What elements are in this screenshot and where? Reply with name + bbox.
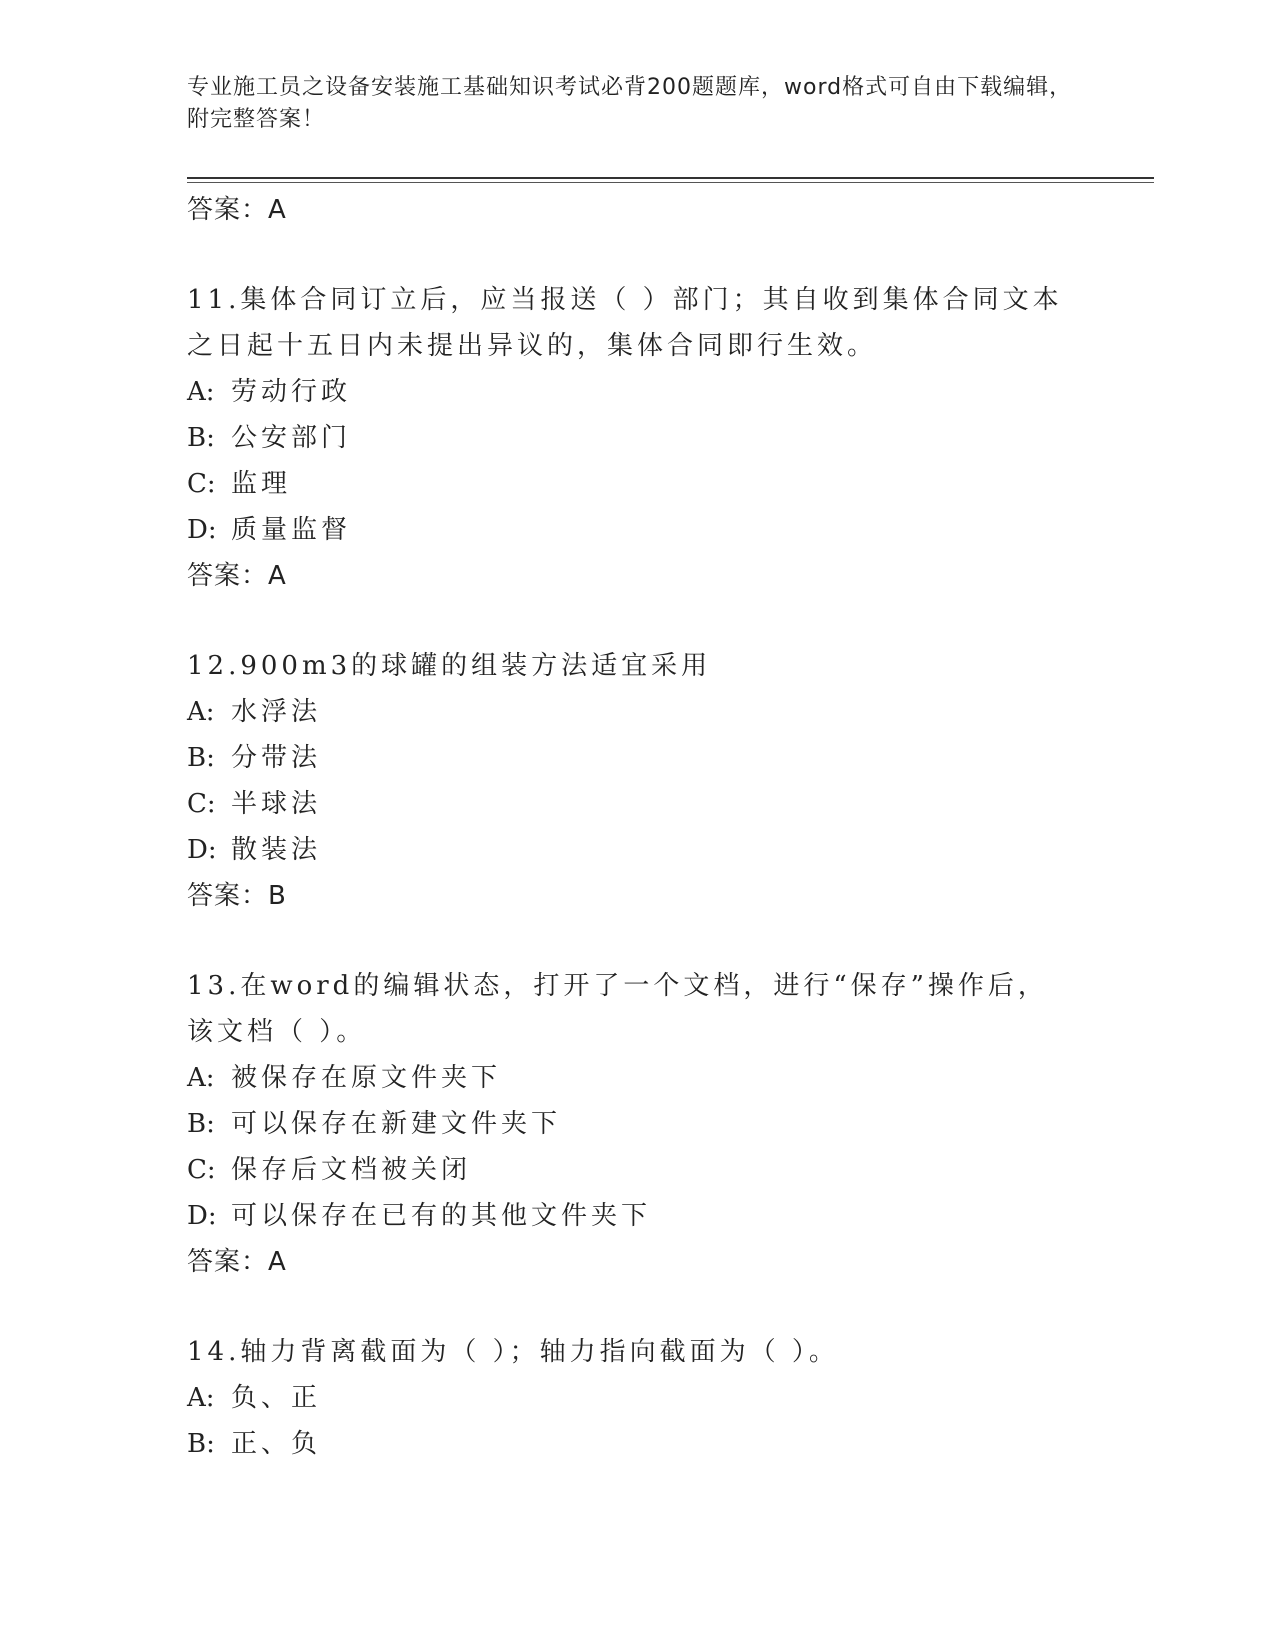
header-rule-thick (187, 177, 1154, 179)
option-text: 分带法 (231, 743, 322, 773)
option-c (187, 1147, 1087, 1193)
option-b (187, 1421, 1087, 1467)
option-letter: D: (187, 1201, 217, 1231)
question-text: 12.900m3的球罐的组装方法适宜采用 (187, 651, 712, 681)
option-text: 质量监督 (231, 515, 352, 545)
option-a (187, 1055, 1087, 1101)
option-letter: A: (187, 697, 215, 727)
question-block (187, 643, 1087, 919)
option-text: 水浮法 (231, 697, 322, 727)
option-letter: B: (187, 1109, 215, 1139)
answer-line: 答案：A (187, 561, 287, 591)
option-letter: B: (187, 423, 215, 453)
answer-line: 答案：A (187, 195, 287, 225)
option-text: 可以保存在新建文件夹下 (231, 1109, 562, 1139)
answer-line: 答案：A (187, 1247, 287, 1277)
option-letter: B: (187, 1429, 215, 1459)
option-letter: D: (187, 835, 217, 865)
option-letter: B: (187, 743, 215, 773)
option-letter: A: (187, 1063, 215, 1093)
question-block (187, 277, 1087, 599)
option-letter: C: (187, 469, 216, 499)
option-d (187, 507, 1087, 553)
option-text: 监理 (231, 469, 292, 499)
question-block (187, 963, 1087, 1285)
option-text: 公安部门 (231, 423, 352, 453)
option-c (187, 781, 1087, 827)
option-text: 可以保存在已有的其他文件夹下 (231, 1201, 652, 1231)
document-header: 专业施工员之设备安装施工基础知识考试必背200题题库，word格式可自由下载编辑，附完整答案！ (187, 75, 1073, 132)
option-text: 半球法 (231, 789, 322, 819)
answer-line: 答案：B (187, 881, 287, 911)
option-letter: A: (187, 377, 215, 407)
option-text: 负、正 (231, 1383, 322, 1413)
question-text: 13.在word的编辑状态，打开了一个文档，进行“保存”操作后，该文档（ ）。 (187, 971, 1048, 1047)
option-letter: C: (187, 1155, 216, 1185)
header-rule-thin (187, 182, 1154, 183)
option-letter: A: (187, 1383, 215, 1413)
question-block (187, 1329, 1087, 1467)
question-text: 14.轴力背离截面为（ ）；轴力指向截面为（ ）。 (187, 1337, 839, 1367)
option-d (187, 1193, 1087, 1239)
option-a (187, 369, 1087, 415)
option-a (187, 1375, 1087, 1421)
option-letter: D: (187, 515, 217, 545)
question-list (187, 187, 1087, 1467)
option-letter: C: (187, 789, 216, 819)
option-a (187, 689, 1087, 735)
question-text: 11.集体合同订立后，应当报送（ ）部门；其自收到集体合同文本之日起十五日内未提出异议的，集体合同即行生效。 (187, 285, 1063, 361)
option-b (187, 735, 1087, 781)
option-text: 被保存在原文件夹下 (231, 1063, 502, 1093)
option-d (187, 827, 1087, 873)
option-text: 正、负 (231, 1429, 322, 1459)
option-text: 劳动行政 (231, 377, 352, 407)
option-text: 保存后文档被关闭 (231, 1155, 472, 1185)
option-c (187, 461, 1087, 507)
option-b (187, 1101, 1087, 1147)
option-b (187, 415, 1087, 461)
option-text: 散装法 (231, 835, 322, 865)
